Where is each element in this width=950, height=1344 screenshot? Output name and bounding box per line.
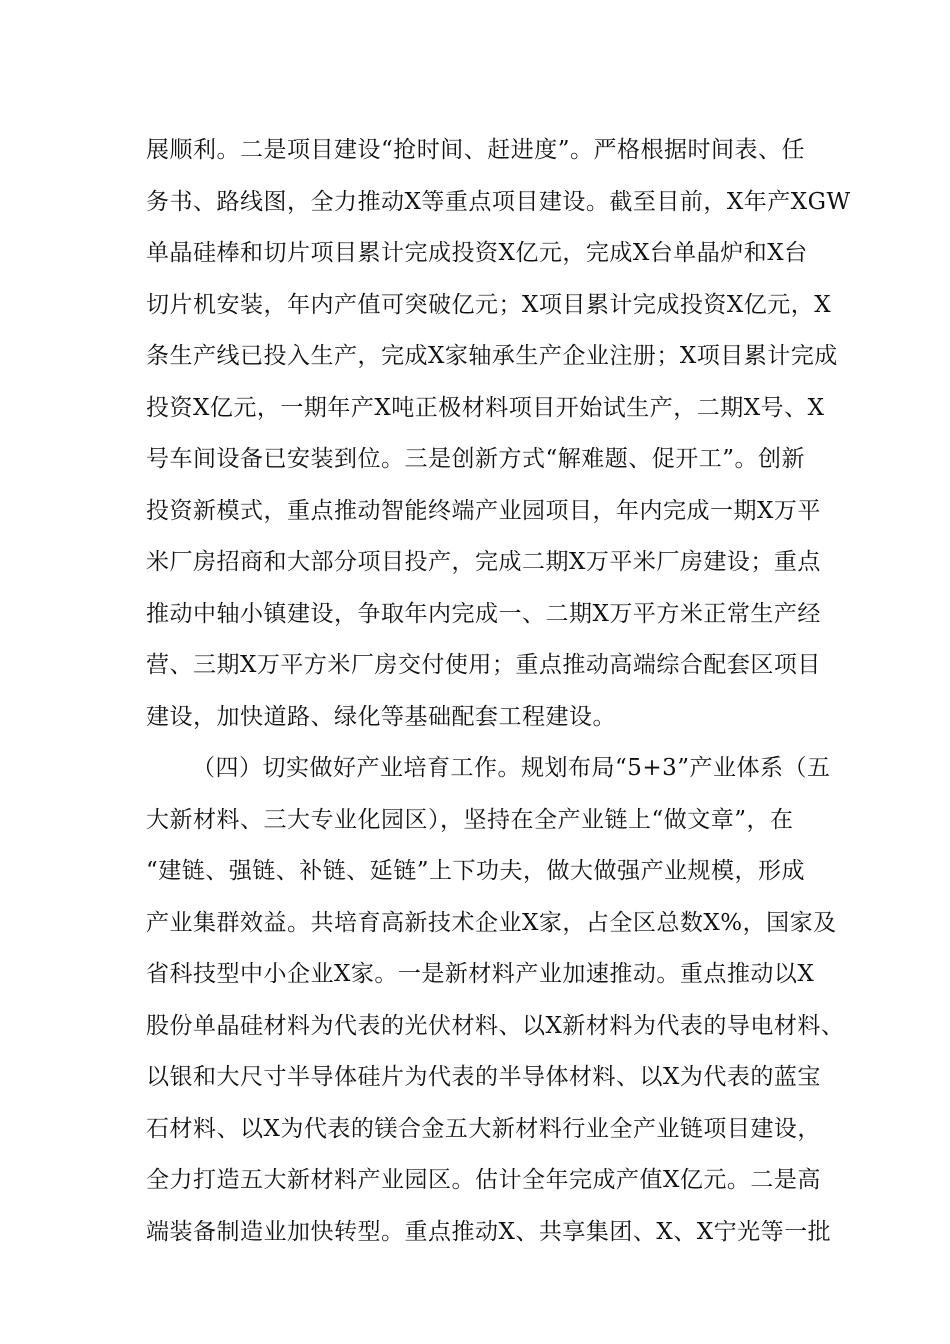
section-heading-line: （四）切实做好产业培育工作。规划布局“5+3”产业体系（五 [192,755,831,781]
text-line: 产业集群效益。共培育高新技术企业X家，占全区总数X%，国家及 [146,910,837,936]
text-line: 展顺利。二是项目建设“抢时间、赶进度”。严格根据时间表、任 [146,137,806,163]
text-line: 建设，加快道路、绿化等基础配套工程建设。 [146,704,616,730]
text-line: 投资新模式，重点推动智能终端产业园项目，年内完成一期X万平 [146,498,821,524]
text-line: 端装备制造业加快转型。重点推动X、共享集团、X、X宁光等一批 [146,1219,832,1245]
text-line: 大新材料、三大专业化园区），坚持在全产业链上“做文章”，在 [146,807,794,833]
text-line: “建链、强链、补链、延链”上下功夫，做大做强产业规模，形成 [146,858,806,884]
text-line: 全力打造五大新材料产业园区。估计全年完成产值X亿元。二是高 [146,1167,821,1193]
text-line: 务书、路线图，全力推动X等重点项目建设。截至目前，X年产XGW [146,189,851,215]
text-line: 切片机安装，年内产值可突破亿元；X项目累计完成投资X亿元，X [146,292,832,318]
text-line: 以银和大尺寸半导体硅片为代表的半导体材料、以X为代表的蓝宝 [146,1064,821,1090]
text-line: 号车间设备已安装到位。三是创新方式“解难题、促开工”。创新 [146,446,806,472]
text-line: 投资X亿元，一期年产X吨正极材料项目开始试生产，二期X号、X [146,395,825,421]
text-line: 单晶硅棒和切片项目累计完成投资X亿元，完成X台单晶炉和X台 [146,240,808,266]
text-line: 营、三期X万平方米厂房交付使用；重点推动高端综合配套区项目 [146,652,821,678]
text-line: 股份单晶硅材料为代表的光伏材料、以X新材料为代表的导电材料、 [146,1013,845,1039]
text-line: 米厂房招商和大部分项目投产，完成二期X万平米厂房建设；重点 [146,549,821,575]
text-line: 石材料、以X为代表的镁合金五大新材料行业全产业链项目建设， [146,1116,821,1142]
text-line: 条生产线已投入生产，完成X家轴承生产企业注册；X项目累计完成 [146,343,838,369]
text-line: 推动中轴小镇建设，争取年内完成一、二期X万平方米正常生产经 [146,601,821,627]
text-line: 省科技型中小企业X家。一是新材料产业加速推动。重点推动以X [146,961,815,987]
